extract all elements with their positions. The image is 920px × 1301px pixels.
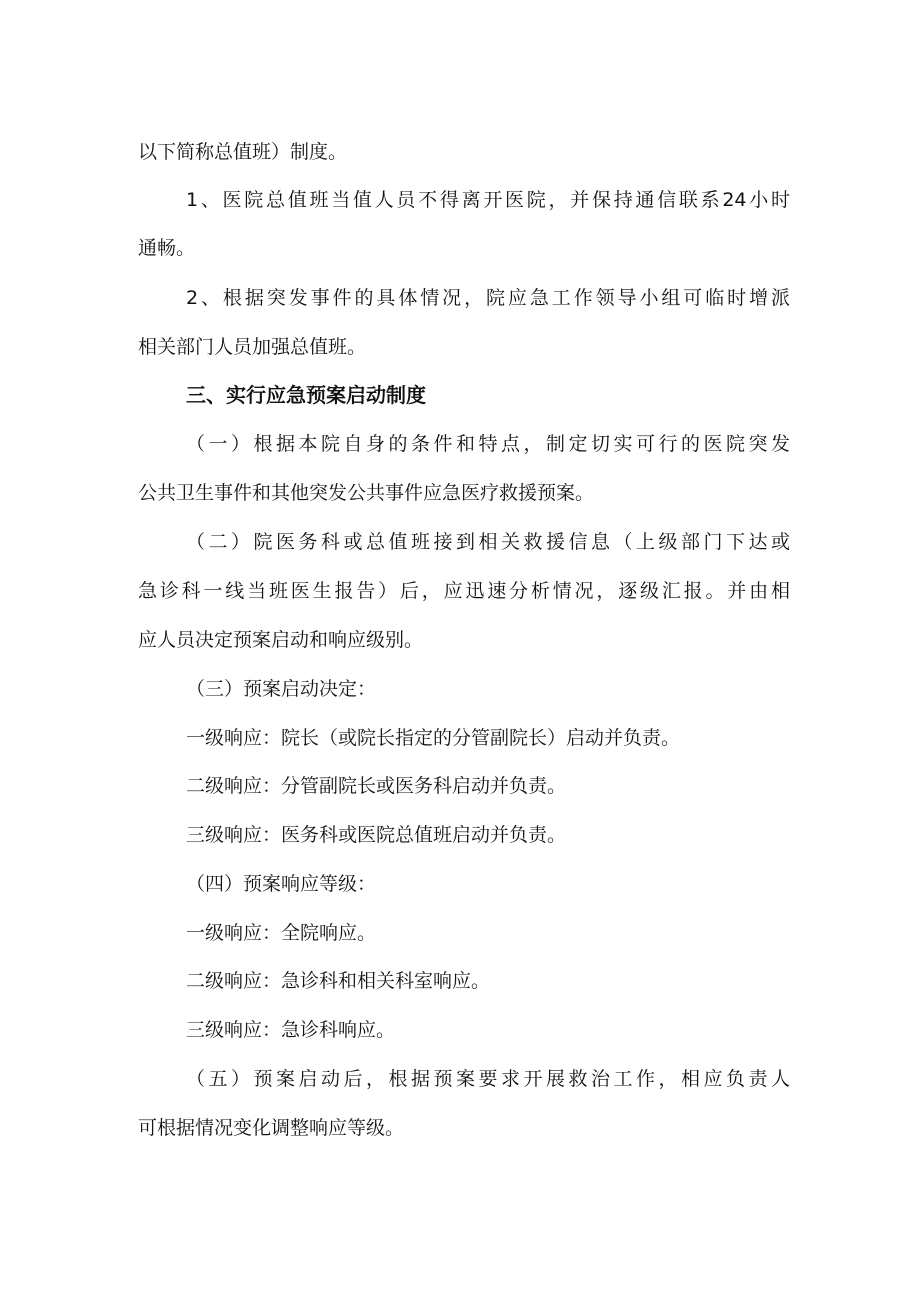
text-line: 以下简称总值班）制度。 <box>138 141 348 163</box>
text-line: 相关部门人员加强总值班。 <box>138 336 367 358</box>
text-line: 1、医院总值班当值人员不得离开医院，并保持通信联系24小时 <box>186 189 790 211</box>
text-line: 一级响应：院长（或院长指定的分管副院长）启动并负责。 <box>186 727 681 749</box>
text-line: 一级响应：全院响应。 <box>186 922 377 944</box>
text-line: （一）根据本院自身的条件和特点，制定切实可行的医院突发 <box>186 433 790 455</box>
section-heading: 三、实行应急预案启动制度 <box>186 383 426 407</box>
text-line: 三级响应：医务科或医院总值班启动并负责。 <box>186 824 567 846</box>
text-line: 二级响应：分管副院长或医务科启动并负责。 <box>186 775 567 797</box>
text-line: （五）预案启动后，根据预案要求开展救治工作，相应负责人 <box>186 1068 790 1090</box>
text-line: 可根据情况变化调整响应等级。 <box>138 1117 405 1139</box>
text-line: 公共卫生事件和其他突发公共事件应急医疗救援预案。 <box>138 482 595 504</box>
text-line: （二）院医务科或总值班接到相关救援信息（上级部门下达或 <box>186 531 790 553</box>
text-line: 通畅。 <box>138 237 196 259</box>
text-line: 急诊科一线当班医生报告）后，应迅速分析情况，逐级汇报。并由相 <box>138 580 790 602</box>
text-line: （四）预案响应等级： <box>186 873 377 895</box>
text-line: （三）预案启动决定： <box>186 678 377 700</box>
text-line: 三级响应：急诊科响应。 <box>186 1019 396 1041</box>
text-line: 2、根据突发事件的具体情况，院应急工作领导小组可临时增派 <box>186 287 790 309</box>
text-line: 应人员决定预案启动和响应级别。 <box>138 629 424 651</box>
text-line: 二级响应：急诊科和相关科室响应。 <box>186 970 491 992</box>
